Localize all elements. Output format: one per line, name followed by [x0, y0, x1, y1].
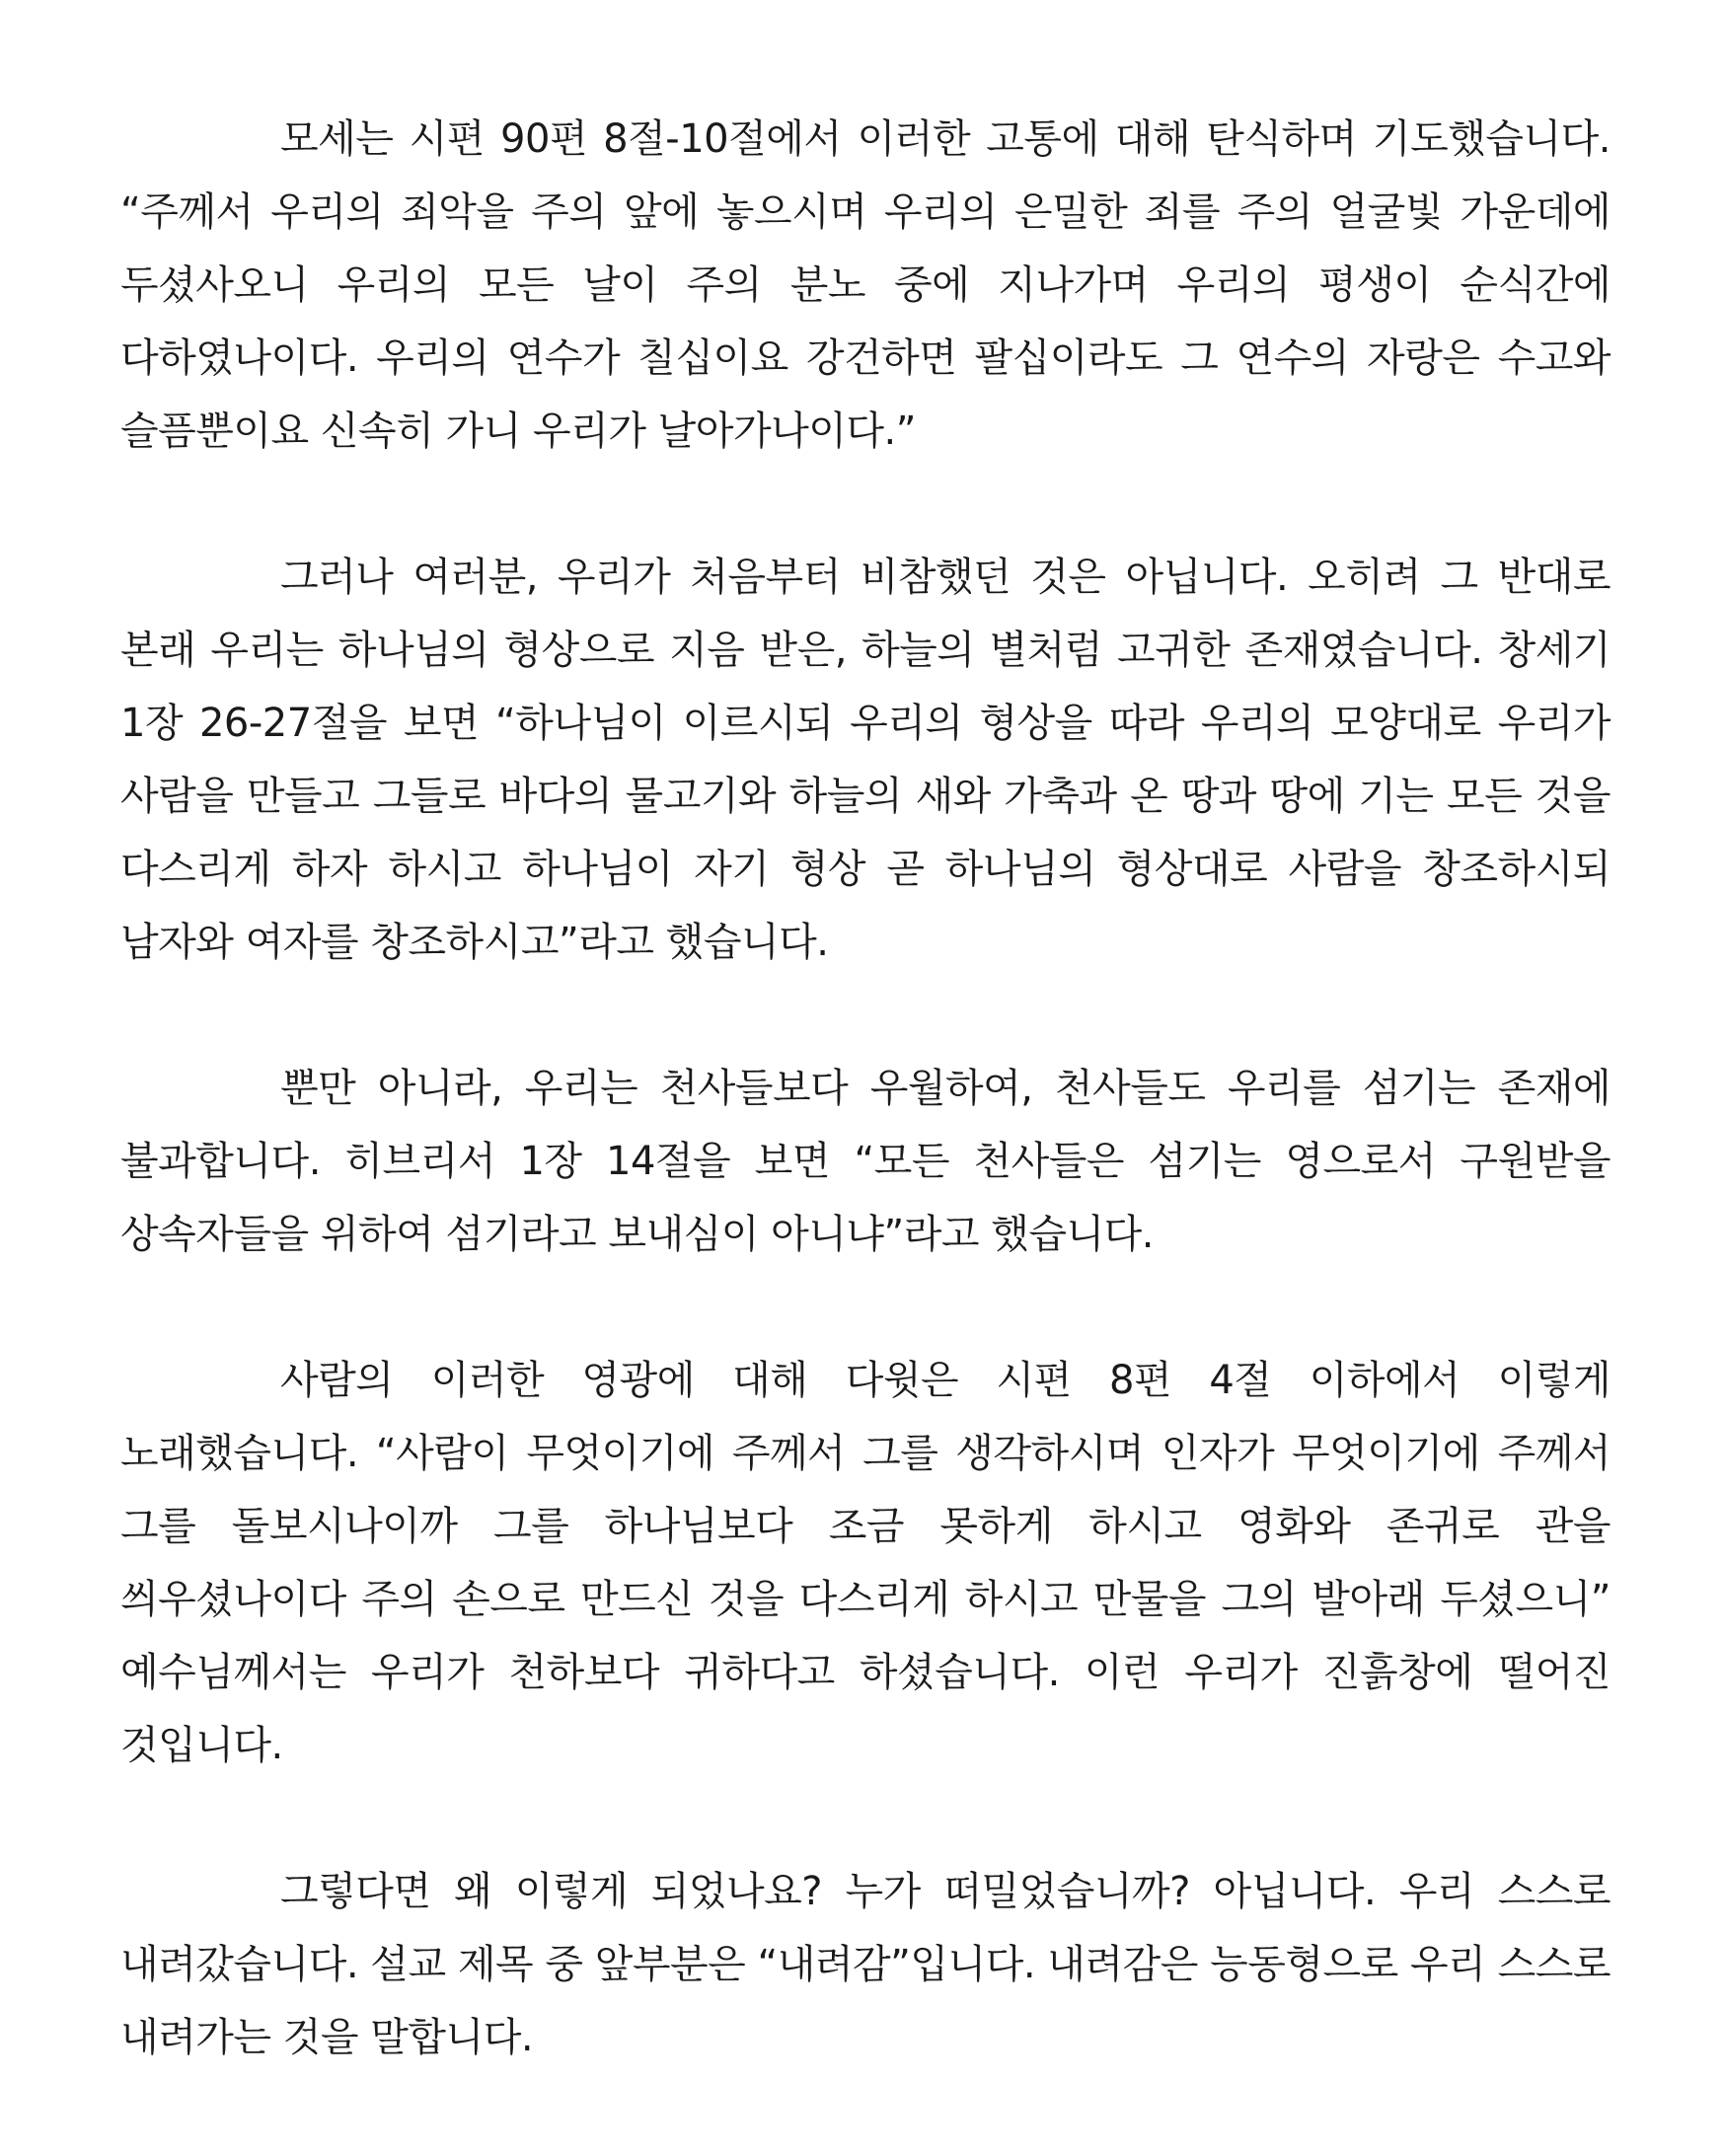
paragraph-image-of-god: 그러나 여러분, 우리가 처음부터 비참했던 것은 아닙니다. 오히려 그 반대로 본래 우리는 하나님의 형상으로 지음 받은, 하늘의 별처럼 고귀한 존재였습니다. 창세기 1장 26-27절을 보면 “하나님이 이르시되 우리의 형상을 따라 우리의 모양대로 우리가 사람을 만들고 그들로 바다의 물고기와 하늘의 새와 가축과 온 땅과 땅에 기는 모든 것을 다스리게 하자 하시고 하나님이 자기 형상 곧 하나님의 형상대로 사람을 창조하시되 남자와 여자를 창조하시고”라고 했습니다.	[120, 555, 1611, 965]
paragraph-psalm-8: 사람의 이러한 영광에 대해 다윗은 시편 8편 4절 이하에서 이렇게 노래했습니다. “사람이 무엇이기에 주께서 그를 생각하시며 인자가 무엇이기에 주께서 그를 돌보시나이까 그를 하나님보다 조금 못하게 하시고 영화와 존귀로 관을 씌우셨나이다 주의 손으로 만드신 것을 다스리게 하시고 만물을 그의 발아래 두셨으니” 예수님께서는 우리가 천하보다 귀하다고 하셨습니다. 이런 우리가 진흙창에 떨어진 것입니다.	[120, 1358, 1611, 1768]
document-page	[120, 103, 1611, 2074]
paragraph-moses-psalm-90: 모세는 시편 90편 8절-10절에서 이러한 고통에 대해 탄식하며 기도했습니다. “주께서 우리의 죄악을 주의 앞에 놓으시며 우리의 은밀한 죄를 주의 얼굴빛 가운데에 두셨사오니 우리의 모든 날이 주의 분노 중에 지나가며 우리의 평생이 순식간에 다하였나이다. 우리의 연수가 칠십이요 강건하면 팔십이라도 그 연수의 자랑은 수고와 슬픔뿐이요 신속히 가니 우리가 날아가나이다.”	[120, 116, 1611, 454]
paragraph-going-down: 그렇다면 왜 이렇게 되었나요? 누가 떠밀었습니까? 아닙니다. 우리 스스로 내려갔습니다. 설교 제목 중 앞부분은 “내려감”입니다. 내려감은 능동형으로 우리 스스로 내려가는 것을 말합니다.	[120, 1869, 1611, 2060]
paragraph-angels-serve: 뿐만 아니라, 우리는 천사들보다 우월하여, 천사들도 우리를 섬기는 존재에 불과합니다. 히브리서 1장 14절을 보면 “모든 천사들은 섬기는 영으로서 구원받을 상속자들을 위하여 섬기라고 보내심이 아니냐”라고 했습니다.	[120, 1066, 1611, 1257]
